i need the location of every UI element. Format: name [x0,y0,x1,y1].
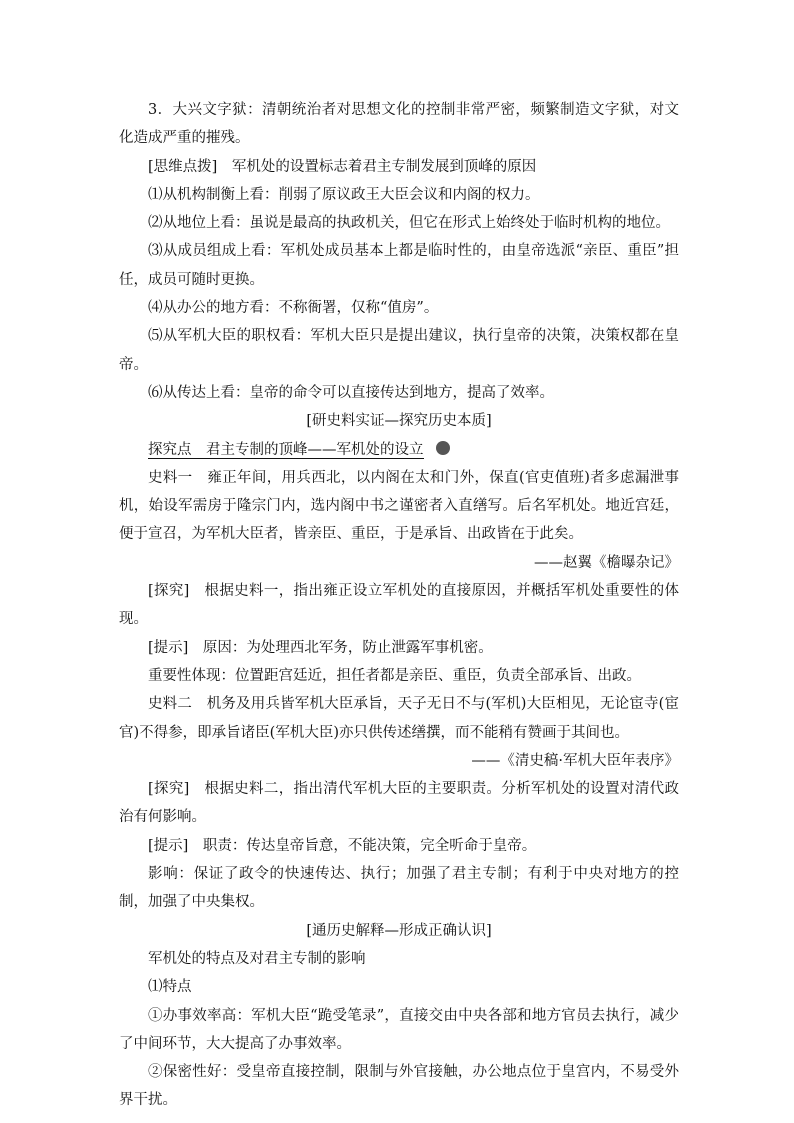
topic-heading: 军机处的特点及对君主专制的影响 [148,950,366,967]
inquiry-point [119,436,679,464]
thinking-tip-heading: [思维点拨] 军机处的设置标志着君主专制发展到顶峰的原因 [148,158,537,175]
audio-dot-icon[interactable] [436,441,450,455]
importance-answer: 重要性体现：位置距宫廷近，担任者都是亲臣、重臣，负责全部承旨、出政。 [148,667,641,684]
feature-secrecy: ②保密性好：受皇帝直接控制，限制与外官接触，办公地点位于皇宫内，不易受外界干扰。 [119,1064,679,1109]
reason-item-4: ⑷从办公的地方看：不称衙署，仅称“值房”。 [148,300,439,317]
reason-item-3: ⑶从成员组成上看：军机处成员基本上都是临时性的，由皇帝选派“亲臣、重臣”担任，成员可随时更换。 [119,243,679,288]
hint-answer-2: [提示] 职责：传达皇帝旨意，不能决策，完全听命于皇帝。 [148,837,537,854]
source-material-1: 史料一 雍正年间，用兵西北，以内阁在太和门外，保直(官吏值班)者多虑漏泄事机，始设军需房于隆宗门内，选内阁中书之谨密者入直缮写。后名军机处。地近宫廷，便于宣召，为军机大臣者，皆亲臣、重臣，于是承旨、出政皆在于此矣。 [119,469,679,543]
inquiry-point-text: 探究点 君主专制的顶峰——军机处的设立 [148,441,424,458]
reason-item-5: ⑸从军机大臣的职权看：军机大臣只是提出建议，执行皇帝的决策，决策权都在皇帝。 [119,328,679,373]
section-heading-sources: [研史料实证—探究历史本质] [306,413,492,430]
source-material-2: 史料二 机务及用兵皆军机大臣承旨，天子无日不与(军机)大臣相见，无论宦寺(宦官)不得参，即承旨诸臣(军机大臣)亦只供传述缮撰，而不能稍有赞画于其间也。 [119,696,679,741]
paragraph-literary-inquisition: 3．大兴文字狱：清朝统治者对思想文化的控制非常严密，频繁制造文字狱，对文化造成严重的摧残。 [119,102,679,147]
hint-answer-1: [提示] 原因：为处理西北军务，防止泄露军事机密。 [148,639,493,656]
inquiry-question-1: [探究] 根据史料一，指出雍正设立军机处的直接原因，并概括军机处重要性的体现。 [119,583,679,628]
source-citation-2: ——《清史稿·军机大臣年表序》 [471,752,679,769]
reason-item-2: ⑵从地位上看：虽说是最高的执政机关，但它在形式上始终处于临时机构的地位。 [148,215,670,232]
reason-item-1: ⑴从机构制衡上看：削弱了原议政王大臣会议和内阁的权力。 [148,186,540,203]
source-citation-1: ——赵翼《檐曝杂记》 [534,554,679,571]
section-heading-interpretation: [通历史解释—形成正确认识] [306,922,492,939]
reason-item-6: ⑹从传达上看：皇帝的命令可以直接传达到地方，提高了效率。 [148,384,554,401]
features-heading: ⑴特点 [148,979,192,996]
feature-efficiency: ①办事效率高：军机大臣“跪受笔录”，直接交由中央各部和地方官员去执行，减少了中间环节，大大提高了办事效率。 [119,1007,679,1052]
document-body [119,96,679,1115]
inquiry-question-2: [探究] 根据史料二，指出清代军机大臣的主要职责。分析军机处的设置对清代政治有何影响。 [119,781,679,826]
influence-answer: 影响：保证了政令的快速传达、执行；加强了君主专制；有利于中央对地方的控制，加强了中央集权。 [119,866,679,911]
